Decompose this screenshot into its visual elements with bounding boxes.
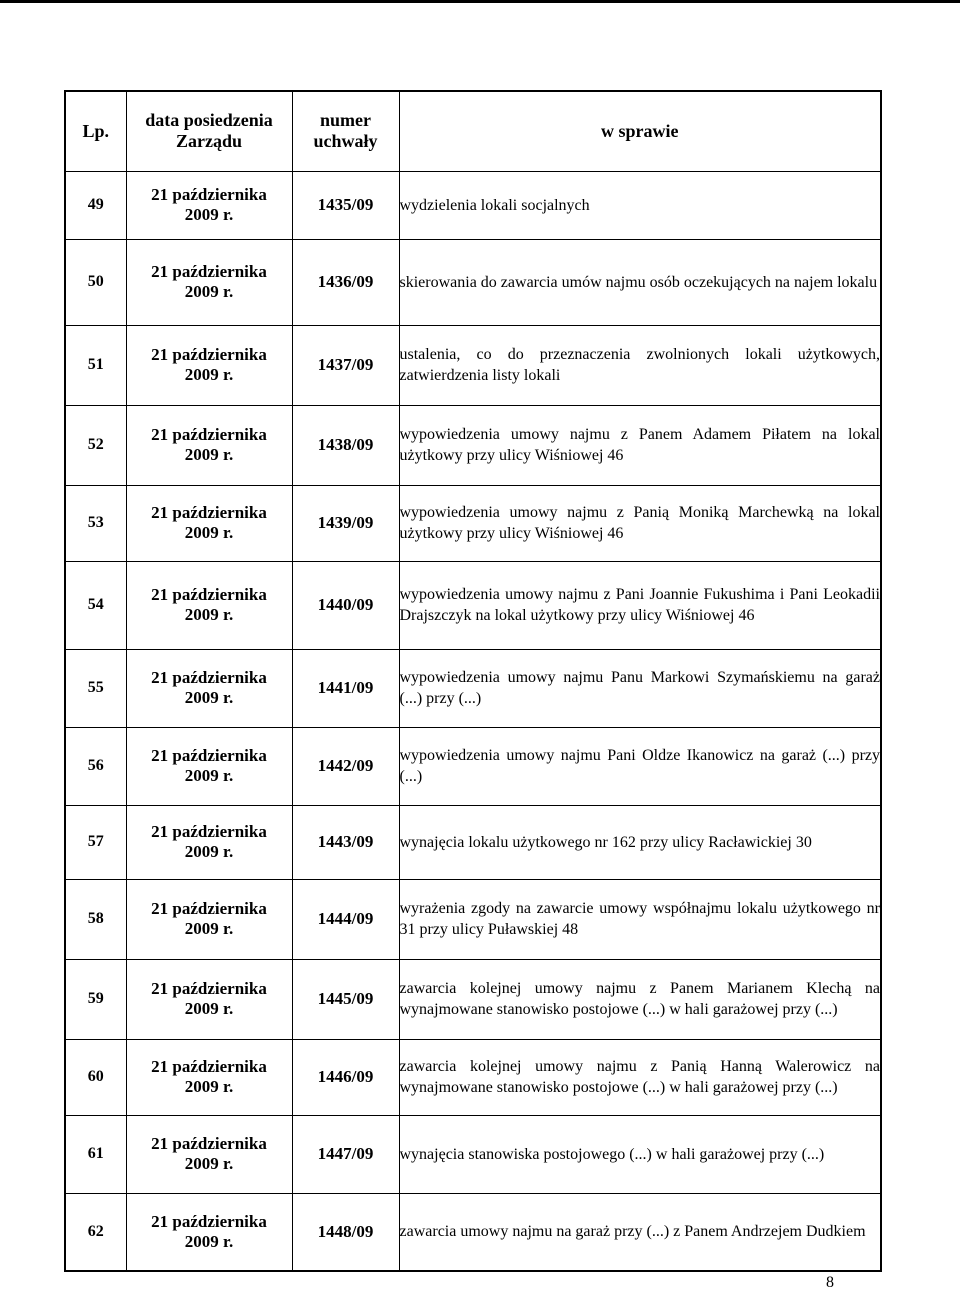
page-number: 8 bbox=[826, 1274, 834, 1291]
row-date-line1: 21 października bbox=[151, 1134, 267, 1153]
row-date bbox=[126, 485, 292, 561]
table-row bbox=[65, 171, 881, 239]
row-date-line2: 2009 r. bbox=[184, 766, 234, 785]
row-date-line1: 21 października bbox=[151, 425, 267, 444]
row-date-line2: 2009 r. bbox=[184, 999, 234, 1018]
row-date bbox=[126, 805, 292, 879]
row-date-line1: 21 października bbox=[151, 822, 267, 841]
header-number bbox=[292, 91, 399, 171]
table-row bbox=[65, 1039, 881, 1115]
row-date-line2: 2009 r. bbox=[184, 919, 234, 938]
header-date-line1: data posiedzenia bbox=[145, 110, 273, 131]
table-row bbox=[65, 239, 881, 325]
table-row bbox=[65, 805, 881, 879]
table-row bbox=[65, 561, 881, 649]
table-body bbox=[65, 171, 881, 1271]
row-number: 1442/09 bbox=[292, 727, 399, 805]
header-subject: w sprawie bbox=[399, 91, 881, 171]
row-number: 1446/09 bbox=[292, 1039, 399, 1115]
row-lp: 50 bbox=[65, 239, 126, 325]
row-date-line2: 2009 r. bbox=[184, 365, 234, 384]
header-lp: Lp. bbox=[65, 91, 126, 171]
row-subject: wypowiedzenia umowy najmu Panu Markowi Szymańskiemu na garaż (...) przy (...) bbox=[399, 649, 881, 727]
row-subject: wypowiedzenia umowy najmu Pani Oldze Ikanowicz na garaż (...) przy (...) bbox=[399, 727, 881, 805]
row-date bbox=[126, 727, 292, 805]
row-date bbox=[126, 1115, 292, 1193]
row-lp: 62 bbox=[65, 1193, 126, 1271]
row-lp: 53 bbox=[65, 485, 126, 561]
row-date bbox=[126, 171, 292, 239]
row-date bbox=[126, 959, 292, 1039]
row-number: 1445/09 bbox=[292, 959, 399, 1039]
row-date-line1: 21 października bbox=[151, 1057, 267, 1076]
row-date-line2: 2009 r. bbox=[184, 523, 234, 542]
row-date-line2: 2009 r. bbox=[184, 205, 234, 224]
header-number-line2: uchwały bbox=[313, 131, 378, 152]
row-date bbox=[126, 325, 292, 405]
row-subject: zawarcia umowy najmu na garaż przy (...) z Panem Andrzejem Dudkiem bbox=[399, 1193, 881, 1271]
row-lp: 55 bbox=[65, 649, 126, 727]
row-date-line1: 21 października bbox=[151, 979, 267, 998]
top-rule bbox=[0, 0, 960, 3]
header-date-line2: Zarządu bbox=[175, 131, 242, 152]
row-subject: wydzielenia lokali socjalnych bbox=[399, 171, 881, 239]
row-date-line1: 21 października bbox=[151, 899, 267, 918]
row-date-line1: 21 października bbox=[151, 503, 267, 522]
resolutions-table bbox=[64, 90, 882, 1272]
row-lp: 59 bbox=[65, 959, 126, 1039]
row-date bbox=[126, 405, 292, 485]
row-number: 1447/09 bbox=[292, 1115, 399, 1193]
table-row bbox=[65, 1193, 881, 1271]
row-date bbox=[126, 561, 292, 649]
row-date-line2: 2009 r. bbox=[184, 282, 234, 301]
row-lp: 54 bbox=[65, 561, 126, 649]
row-lp: 52 bbox=[65, 405, 126, 485]
row-date bbox=[126, 1039, 292, 1115]
row-number: 1437/09 bbox=[292, 325, 399, 405]
row-subject: zawarcia kolejnej umowy najmu z Panią Hanną Walerowicz na wynajmowane stanowisko postojowe (...) w hali garażowej przy (...) bbox=[399, 1039, 881, 1115]
table-row bbox=[65, 325, 881, 405]
row-date-line1: 21 października bbox=[151, 746, 267, 765]
row-date-line1: 21 października bbox=[151, 668, 267, 687]
table-row bbox=[65, 879, 881, 959]
row-number: 1448/09 bbox=[292, 1193, 399, 1271]
row-date-line2: 2009 r. bbox=[184, 445, 234, 464]
row-number: 1444/09 bbox=[292, 879, 399, 959]
row-number: 1439/09 bbox=[292, 485, 399, 561]
row-number: 1443/09 bbox=[292, 805, 399, 879]
row-number: 1440/09 bbox=[292, 561, 399, 649]
row-lp: 61 bbox=[65, 1115, 126, 1193]
header-date bbox=[126, 91, 292, 171]
row-subject: wypowiedzenia umowy najmu z Panią Moniką Marchewką na lokal użytkowy przy ulicy Wiśniowej 46 bbox=[399, 485, 881, 561]
row-date-line2: 2009 r. bbox=[184, 1154, 234, 1173]
row-date bbox=[126, 649, 292, 727]
row-subject: ustalenia, co do przeznaczenia zwolnionych lokali użytkowych, zatwierdzenia listy lokali bbox=[399, 325, 881, 405]
row-subject: wynajęcia stanowiska postojowego (...) w hali garażowej przy (...) bbox=[399, 1115, 881, 1193]
row-date-line2: 2009 r. bbox=[184, 1231, 234, 1251]
row-subject: wypowiedzenia umowy najmu z Pani Joannie Fukushima i Pani Leokadii Drajszczyk na lokal użytkowy przy ulicy Wiśniowej 46 bbox=[399, 561, 881, 649]
row-subject: skierowania do zawarcia umów najmu osób oczekujących na najem lokalu bbox=[399, 239, 881, 325]
row-date-line1: 21 października bbox=[151, 1211, 267, 1231]
row-subject: zawarcia kolejnej umowy najmu z Panem Marianem Klechą na wynajmowane stanowisko postojowe (...) w hali garażowej przy (...) bbox=[399, 959, 881, 1039]
row-date-line1: 21 października bbox=[151, 585, 267, 604]
table-row bbox=[65, 485, 881, 561]
row-date-line2: 2009 r. bbox=[184, 1077, 234, 1096]
table-row bbox=[65, 405, 881, 485]
row-date-line1: 21 października bbox=[151, 345, 267, 364]
table-header-row bbox=[65, 91, 881, 171]
row-subject: wypowiedzenia umowy najmu z Panem Adamem Piłatem na lokal użytkowy przy ulicy Wiśniowej 46 bbox=[399, 405, 881, 485]
row-date-line2: 2009 r. bbox=[184, 842, 234, 861]
table-row bbox=[65, 1115, 881, 1193]
header-number-line1: numer bbox=[320, 110, 371, 131]
table-row bbox=[65, 649, 881, 727]
row-number: 1438/09 bbox=[292, 405, 399, 485]
row-lp: 57 bbox=[65, 805, 126, 879]
row-date bbox=[126, 879, 292, 959]
row-date-line2: 2009 r. bbox=[184, 605, 234, 624]
row-lp: 49 bbox=[65, 171, 126, 239]
row-number: 1441/09 bbox=[292, 649, 399, 727]
row-lp: 60 bbox=[65, 1039, 126, 1115]
row-lp: 58 bbox=[65, 879, 126, 959]
row-subject: wyrażenia zgody na zawarcie umowy współnajmu lokalu użytkowego nr 31 przy ulicy Puławskiej 48 bbox=[399, 879, 881, 959]
row-date-line1: 21 października bbox=[151, 185, 267, 204]
row-date bbox=[126, 1193, 292, 1271]
row-lp: 51 bbox=[65, 325, 126, 405]
row-lp: 56 bbox=[65, 727, 126, 805]
row-date-line1: 21 października bbox=[151, 262, 267, 281]
row-number: 1435/09 bbox=[292, 171, 399, 239]
row-number: 1436/09 bbox=[292, 239, 399, 325]
row-date bbox=[126, 239, 292, 325]
row-date-line2: 2009 r. bbox=[184, 688, 234, 707]
table-row bbox=[65, 727, 881, 805]
row-subject: wynajęcia lokalu użytkowego nr 162 przy ulicy Racławickiej 30 bbox=[399, 805, 881, 879]
table-row bbox=[65, 959, 881, 1039]
